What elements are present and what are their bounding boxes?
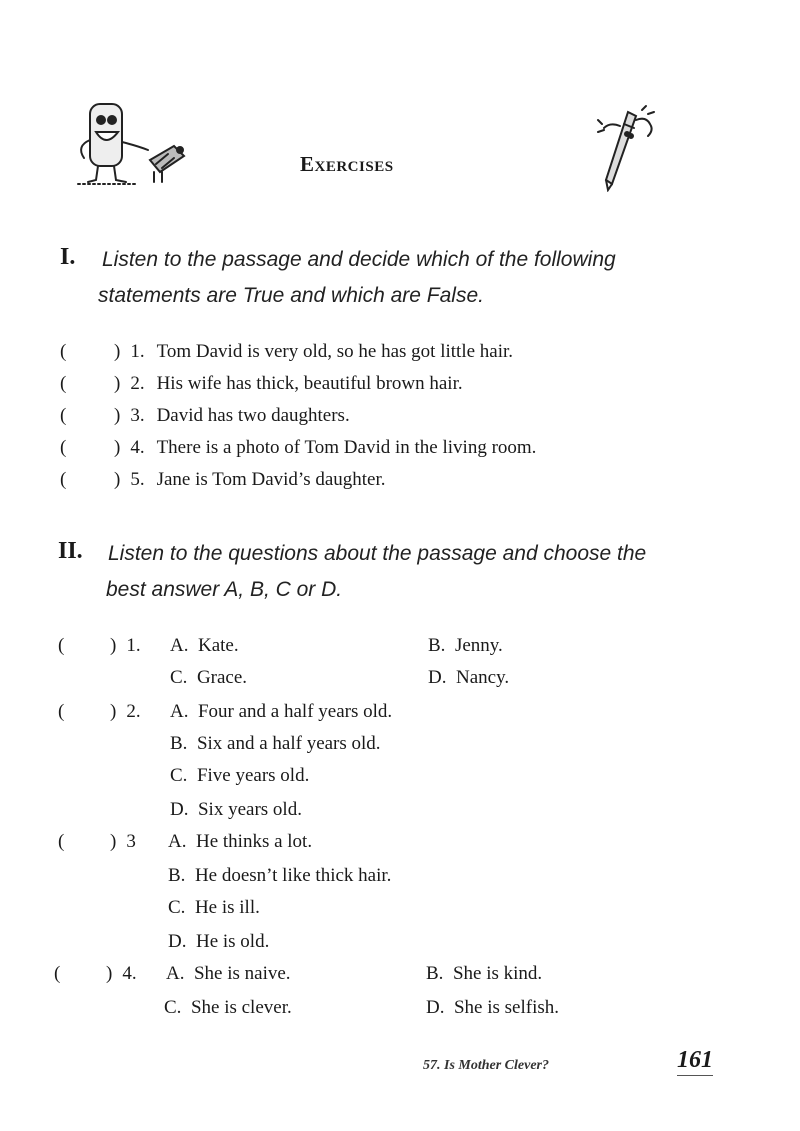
option-letter: A. [170,701,189,722]
option-d [168,926,269,958]
footer-caption: 57. Is Mother Clever? [423,1058,549,1073]
option-text: She is clever. [190,997,292,1018]
page-title: Exercises [300,152,394,176]
option-a [168,826,312,858]
item-number: 3. [130,405,145,426]
answer-paren-close: ) [114,469,121,490]
list-item [60,400,536,432]
answer-paren-close: ) [110,831,117,852]
option-text: He doesn’t like thick hair. [194,865,392,886]
option-text: Kate. [197,635,239,656]
section-1-list [60,336,536,496]
option-letter: D. [428,667,447,688]
option-a [170,630,239,662]
question-number: 3 [126,831,136,852]
statement-text: David has two daughters. [156,405,350,426]
answer-paren-close: ) [114,341,121,362]
option-letter: C. [170,667,188,688]
answer-paren-open[interactable]: ( [58,701,65,722]
option-d [428,662,509,694]
answer-paren-close: ) [106,963,113,984]
option-text: Five years old. [196,765,310,786]
option-text: She is kind. [452,963,543,984]
answer-paren-open[interactable]: ( [58,831,65,852]
page-number: 161 [677,1046,713,1076]
option-text: Grace. [196,667,248,688]
option-letter: A. [170,635,189,656]
answer-paren-open[interactable]: ( [60,437,67,458]
option-text: Nancy. [455,667,510,688]
section-1-instruction-line-2: statements are True and which are False. [98,284,484,307]
option-text: She is selfish. [453,997,560,1018]
answer-paren-open[interactable]: ( [58,635,65,656]
list-item [60,464,536,496]
option-letter: A. [168,831,187,852]
answer-paren-open[interactable]: ( [60,341,67,362]
option-text: He is old. [195,931,270,952]
item-number: 5. [130,469,145,490]
option-letter: D. [168,931,187,952]
option-letter: D. [170,799,189,820]
list-item [60,368,536,400]
answer-paren-open[interactable]: ( [54,963,61,984]
option-c [168,892,260,924]
option-text: Four and a half years old. [197,701,393,722]
item-number: 1. [130,341,145,362]
option-letter: D. [426,997,445,1018]
option-a [166,958,291,990]
option-text: Six and a half years old. [196,733,381,754]
item-number: 4. [130,437,145,458]
option-b [426,958,542,990]
question-row [58,826,136,858]
option-letter: B. [428,635,446,656]
option-b [168,860,391,892]
answer-paren-close: ) [114,373,121,394]
option-a [170,696,392,728]
section-2-instruction-line-1: Listen to the questions about the passage and choose the [108,542,647,565]
option-letter: B. [426,963,444,984]
option-letter: B. [170,733,188,754]
statement-text: There is a photo of Tom David in the living room. [156,437,537,458]
option-text: He thinks a lot. [195,831,313,852]
option-letter: A. [166,963,185,984]
answer-paren-close: ) [114,437,121,458]
option-b [428,630,503,662]
option-text: He is ill. [194,897,260,918]
statement-text: His wife has thick, beautiful brown hair. [156,373,463,394]
option-letter: C. [170,765,188,786]
option-c [170,662,247,694]
option-letter: C. [168,897,186,918]
answer-paren-close: ) [110,635,117,656]
list-item [60,336,536,368]
option-b [170,728,381,760]
question-row [54,958,137,990]
option-text: Jenny. [454,635,503,656]
answer-paren-open[interactable]: ( [60,469,67,490]
answer-paren-close: ) [110,701,117,722]
question-number: 4. [122,963,137,984]
question-number: 2. [126,701,141,722]
section-1-number: I. [60,244,76,270]
section-2-number: II. [58,538,83,564]
question-row [58,630,141,662]
pencil-icon [596,104,658,192]
option-c [170,760,309,792]
answer-paren-close: ) [114,405,121,426]
option-d [170,794,302,826]
option-letter: B. [168,865,186,886]
answer-paren-open[interactable]: ( [60,373,67,394]
answer-paren-open[interactable]: ( [60,405,67,426]
section-1-instruction-line-1: Listen to the passage and decide which of the following [102,248,616,271]
option-text: Six years old. [197,799,302,820]
option-text: She is naive. [193,963,291,984]
statement-text: Tom David is very old, so he has got little hair. [156,341,514,362]
question-number: 1. [126,635,141,656]
section-2-instruction-line-2: best answer A, B, C or D. [106,578,343,601]
question-row [58,696,141,728]
option-c [164,992,292,1024]
option-d [426,992,559,1024]
cartoon-character-icon [76,100,194,186]
item-number: 2. [130,373,145,394]
option-letter: C. [164,997,182,1018]
list-item [60,432,536,464]
statement-text: Jane is Tom David’s daughter. [156,469,386,490]
